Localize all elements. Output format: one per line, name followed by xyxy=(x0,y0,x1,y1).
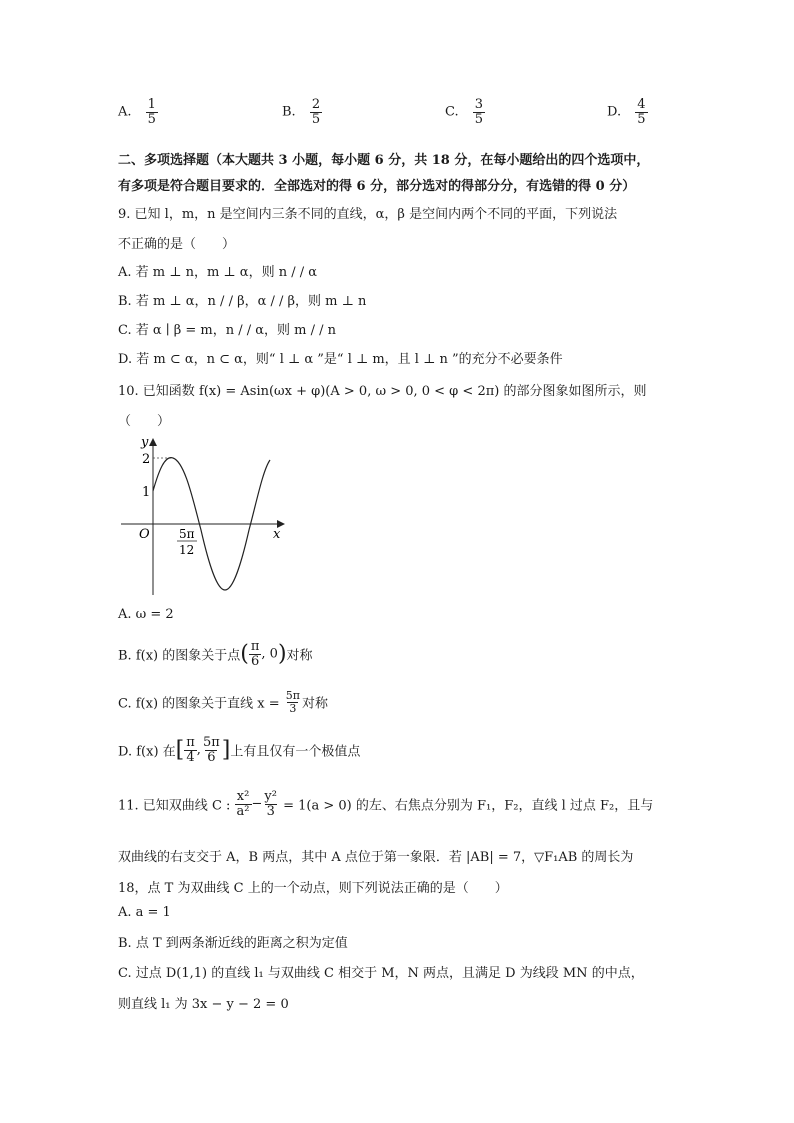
frac-num: y² xyxy=(264,789,277,804)
stem-post: = 1(a > 0) 的左、右焦点分别为 F₁，F₂，直线 l 过点 F₂，且与 xyxy=(283,798,654,814)
q10-stem: 10. 已知函数 f(x) = Asin(ωx + φ)(A > 0, ω > 0, 0 < φ < 2π) 的部分图象如图所示，则 xyxy=(118,384,647,399)
frac-den: 5 xyxy=(147,111,156,127)
q11-option-b: B. 点 T 到两条渐近线的距离之积为定值 xyxy=(118,936,348,951)
option-text-pre: C. f(x) 的图象关于直线 x = xyxy=(118,696,280,712)
q9-option-a: A. 若 m ⊥ n，m ⊥ α，则 n / / α xyxy=(118,265,318,280)
option-letter: A. xyxy=(118,104,132,120)
frac-num: x² xyxy=(236,789,250,804)
q11-stem-line1 xyxy=(118,790,653,818)
q10-option-b xyxy=(118,640,313,668)
q11-stem-line3: 18，点 T 为双曲线 C 上的一个动点，则下列说法正确的是（ ） xyxy=(118,881,508,896)
q8-option-c xyxy=(445,98,485,126)
option-text-post: 对称 xyxy=(286,648,313,664)
q10-option-c xyxy=(118,690,328,714)
q8-option-a xyxy=(118,98,158,126)
q10-option-a: A. ω = 2 xyxy=(118,607,174,622)
q11-option-a: A. a = 1 xyxy=(118,905,171,920)
y-axis-label: y xyxy=(141,435,149,450)
section-heading-line2: 有多项是符合题目要求的．全部选对的得 6 分，部分选对的得部分分，有选错的得 0 分） xyxy=(118,179,636,194)
frac-den: a² xyxy=(236,803,250,819)
q11-stem-line2: 双曲线的右支交于 A，B 两点，其中 A 点位于第一象限．若 |AB| = 7，▽F₁AB 的周长为 xyxy=(118,850,634,865)
frac-num: 5π xyxy=(202,735,220,750)
frac-den: 5 xyxy=(474,111,484,127)
option-text-post: 对称 xyxy=(302,696,329,712)
frac-den: 5 xyxy=(637,111,646,127)
option-letter: C. xyxy=(445,104,459,120)
q10-option-d: D. f(x) 在[ $\frac{\pi}{4}$ , $\frac{5\pi}{6}$ ]上有且仅有一个极值点 xyxy=(118,735,361,765)
frac-den: 5 xyxy=(311,111,321,127)
frac-num: 4 xyxy=(637,97,646,112)
stem-pre: 11. 已知双曲线 C : xyxy=(118,798,231,814)
right-bracket: ] xyxy=(221,737,231,763)
q11-option-c-line1: C. 过点 D(1,1) 的直线 l₁ 与双曲线 C 相交于 M，N 两点，且满足 D 为线段 MN 的中点， xyxy=(118,966,644,981)
option-text-post: 上有且仅有一个极值点 xyxy=(230,744,361,760)
q9-option-b: B. 若 m ⊥ α，n / / β，α / / β，则 m ⊥ n xyxy=(118,294,367,309)
frac-num: 1 xyxy=(147,97,156,112)
option-text-tail: , 0 xyxy=(261,646,278,662)
q8-option-b xyxy=(282,98,322,126)
frac-num: π xyxy=(250,639,260,654)
q10-sine-graph xyxy=(115,430,295,600)
option-letter: B. xyxy=(282,104,296,120)
q9-option-d: D. 若 m ⊂ α，n ⊂ α，则“ l ⊥ α ”是“ l ⊥ m，且 l ⊥ n ”的充分不必要条件 xyxy=(118,352,563,367)
q10-answer-paren: （ ） xyxy=(118,414,171,429)
frac-den: 4 xyxy=(186,749,195,765)
option-text-pre: D. f(x) 在 xyxy=(118,744,176,760)
x-axis-label: x xyxy=(273,527,281,542)
frac-num: 2 xyxy=(311,97,321,112)
q11-option-c-line2: 则直线 l₁ 为 3x − y − 2 = 0 xyxy=(118,997,289,1012)
frac-den: 3 xyxy=(289,701,297,715)
y-tick-1: 1 xyxy=(142,485,151,500)
q8-option-d xyxy=(607,98,648,126)
option-text-pre: B. f(x) 的图象关于点 xyxy=(118,648,241,664)
y-tick-2: 2 xyxy=(142,452,151,467)
x-tick-den: 12 xyxy=(179,543,195,557)
frac-den: 6 xyxy=(207,749,216,765)
frac-num: π xyxy=(186,735,195,750)
option-letter: D. xyxy=(607,104,622,120)
origin-label: O xyxy=(139,527,150,542)
left-paren: ( xyxy=(240,641,249,667)
frac-num: 3 xyxy=(474,97,484,112)
right-paren: ) xyxy=(277,641,287,667)
section-heading-line1: 二、多项选择题（本大题共 3 小题，每小题 6 分，共 18 分，在每小题给出的四个选项中， xyxy=(118,153,650,168)
x-tick-num: 5π xyxy=(179,527,195,541)
q9-option-c: C. 若 α ∣ β = m，n / / α，则 m / / n xyxy=(118,323,337,338)
minus-sign: − xyxy=(251,796,263,812)
y-axis-arrow xyxy=(149,438,157,446)
q9-stem-line2: 不正确的是（ ） xyxy=(118,237,236,252)
frac-den: 3 xyxy=(266,803,275,819)
left-bracket: [ xyxy=(175,737,185,763)
frac-num: 5π xyxy=(285,689,301,702)
q9-stem-line1: 9. 已知 l，m，n 是空间内三条不同的直线，α，β 是空间内两个不同的平面，下列说法 xyxy=(118,207,618,222)
frac-den: 6 xyxy=(250,653,260,669)
